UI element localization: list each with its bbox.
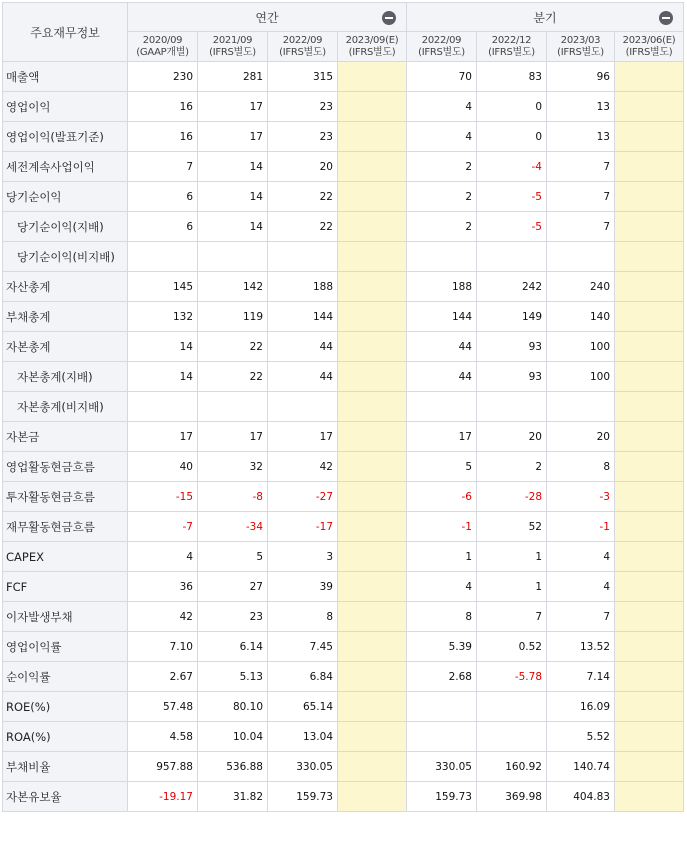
- period-header: [547, 32, 615, 62]
- table-cell: [477, 242, 547, 272]
- table-cell: 2.68: [407, 662, 477, 692]
- table-cell: [338, 662, 407, 692]
- table-cell: 44: [268, 362, 338, 392]
- table-cell: [615, 692, 684, 722]
- annual-group-header: [128, 3, 407, 32]
- table-cell: [338, 722, 407, 752]
- table-row: [3, 662, 684, 692]
- table-row: [3, 212, 684, 242]
- table-cell: -6: [407, 482, 477, 512]
- table-cell: 80.10: [198, 692, 268, 722]
- period-header: [615, 32, 684, 62]
- table-cell: [338, 242, 407, 272]
- table-cell: [198, 242, 268, 272]
- row-label: ROE(%): [3, 692, 128, 722]
- table-cell: [615, 272, 684, 302]
- table-cell: 6: [128, 182, 198, 212]
- period-date: 2022/09: [282, 34, 323, 46]
- table-cell: 17: [128, 422, 198, 452]
- row-label: 영업이익: [3, 92, 128, 122]
- row-label: CAPEX: [3, 542, 128, 572]
- table-row: [3, 62, 684, 92]
- table-cell: -3: [547, 482, 615, 512]
- table-cell: [338, 482, 407, 512]
- row-label: 매출액: [3, 62, 128, 92]
- period-basis: (IFRS별도): [348, 46, 396, 58]
- table-row: [3, 482, 684, 512]
- table-cell: -19.17: [128, 782, 198, 812]
- period-header: [268, 32, 338, 62]
- table-cell: 22: [198, 362, 268, 392]
- table-row: [3, 722, 684, 752]
- period-header: [198, 32, 268, 62]
- table-cell: 330.05: [407, 752, 477, 782]
- row-label: 영업이익률: [3, 632, 128, 662]
- table-cell: 242: [477, 272, 547, 302]
- table-cell: 27: [198, 572, 268, 602]
- table-cell: 0: [477, 122, 547, 152]
- table-cell: 13.04: [268, 722, 338, 752]
- period-basis: (IFRS별도): [418, 46, 465, 58]
- table-cell: 8: [547, 452, 615, 482]
- table-cell: 315: [268, 62, 338, 92]
- row-label: 당기순이익(비지배): [3, 242, 128, 272]
- table-cell: 52: [477, 512, 547, 542]
- table-cell: [128, 242, 198, 272]
- table-cell: 230: [128, 62, 198, 92]
- table-cell: 93: [477, 332, 547, 362]
- table-cell: -1: [547, 512, 615, 542]
- table-cell: -5.78: [477, 662, 547, 692]
- table-cell: [338, 602, 407, 632]
- table-cell: [338, 452, 407, 482]
- annual-label: 연간: [255, 10, 279, 25]
- table-cell: 44: [268, 332, 338, 362]
- table-cell: [615, 122, 684, 152]
- table-cell: [615, 392, 684, 422]
- table-cell: [338, 62, 407, 92]
- table-cell: 22: [268, 212, 338, 242]
- table-cell: [338, 362, 407, 392]
- table-cell: [268, 242, 338, 272]
- table-row: [3, 182, 684, 212]
- table-cell: 7.10: [128, 632, 198, 662]
- table-cell: [338, 272, 407, 302]
- table-cell: [407, 722, 477, 752]
- period-header: [477, 32, 547, 62]
- table-cell: 20: [477, 422, 547, 452]
- table-cell: 369.98: [477, 782, 547, 812]
- table-cell: [338, 392, 407, 422]
- table-cell: 4: [547, 572, 615, 602]
- table-cell: -28: [477, 482, 547, 512]
- table-cell: 10.04: [198, 722, 268, 752]
- table-cell: [615, 422, 684, 452]
- quarter-group-header: [407, 3, 684, 32]
- table-cell: 44: [407, 362, 477, 392]
- table-cell: 14: [128, 362, 198, 392]
- table-cell: 7.14: [547, 662, 615, 692]
- table-cell: 7: [547, 602, 615, 632]
- minus-circle-icon[interactable]: [382, 11, 396, 25]
- table-cell: 1: [477, 542, 547, 572]
- table-cell: [547, 242, 615, 272]
- table-row: [3, 542, 684, 572]
- table-cell: 17: [198, 122, 268, 152]
- period-date: 2022/12: [491, 34, 532, 46]
- table-cell: 144: [407, 302, 477, 332]
- table-cell: 4: [407, 572, 477, 602]
- table-cell: 13: [547, 122, 615, 152]
- quarter-label: 분기: [533, 10, 557, 25]
- table-cell: 44: [407, 332, 477, 362]
- table-cell: 0.52: [477, 632, 547, 662]
- table-cell: 188: [268, 272, 338, 302]
- table-cell: 957.88: [128, 752, 198, 782]
- table-cell: 6: [128, 212, 198, 242]
- row-label: 자본금: [3, 422, 128, 452]
- table-row: [3, 152, 684, 182]
- table-cell: [477, 692, 547, 722]
- table-cell: 70: [407, 62, 477, 92]
- table-cell: 17: [407, 422, 477, 452]
- row-label: 부채총계: [3, 302, 128, 332]
- table-row: [3, 422, 684, 452]
- table-cell: [615, 242, 684, 272]
- table-cell: 2: [407, 152, 477, 182]
- table-cell: 93: [477, 362, 547, 392]
- table-cell: 42: [268, 452, 338, 482]
- row-label: 당기순이익(지배): [3, 212, 128, 242]
- table-cell: 4: [407, 92, 477, 122]
- table-cell: 17: [198, 422, 268, 452]
- table-cell: 188: [407, 272, 477, 302]
- table-cell: [615, 332, 684, 362]
- table-cell: 5.13: [198, 662, 268, 692]
- table-cell: 16: [128, 92, 198, 122]
- table-cell: 330.05: [268, 752, 338, 782]
- table-cell: 281: [198, 62, 268, 92]
- table-cell: [268, 392, 338, 422]
- table-cell: [338, 572, 407, 602]
- period-header: [128, 32, 198, 62]
- table-row: [3, 362, 684, 392]
- table-cell: [407, 242, 477, 272]
- table-cell: 31.82: [198, 782, 268, 812]
- table-cell: [615, 362, 684, 392]
- table-cell: [338, 692, 407, 722]
- table-cell: 7.45: [268, 632, 338, 662]
- table-cell: 159.73: [407, 782, 477, 812]
- table-row: [3, 632, 684, 662]
- table-cell: [477, 722, 547, 752]
- table-cell: 536.88: [198, 752, 268, 782]
- table-cell: [338, 122, 407, 152]
- table-cell: -1: [407, 512, 477, 542]
- table-cell: 5: [407, 452, 477, 482]
- table-row: [3, 242, 684, 272]
- table-cell: [198, 392, 268, 422]
- table-cell: 2: [407, 182, 477, 212]
- table-cell: 4: [547, 542, 615, 572]
- period-date: 2023/06(E): [622, 34, 676, 46]
- table-row: [3, 392, 684, 422]
- table-cell: 14: [198, 152, 268, 182]
- row-label: 영업이익(발표기준): [3, 122, 128, 152]
- table-cell: [615, 452, 684, 482]
- table-cell: 14: [128, 332, 198, 362]
- row-label: 투자활동현금흐름: [3, 482, 128, 512]
- table-cell: [615, 482, 684, 512]
- table-cell: [615, 152, 684, 182]
- table-row: [3, 782, 684, 812]
- minus-circle-icon[interactable]: [659, 11, 673, 25]
- table-cell: [615, 542, 684, 572]
- table-cell: [338, 92, 407, 122]
- table-row: [3, 302, 684, 332]
- period-date: 2021/09: [212, 34, 253, 46]
- table-cell: [615, 212, 684, 242]
- table-cell: 142: [198, 272, 268, 302]
- table-cell: 6.84: [268, 662, 338, 692]
- table-cell: [338, 332, 407, 362]
- table-cell: 22: [198, 332, 268, 362]
- table-cell: [615, 632, 684, 662]
- table-cell: 36: [128, 572, 198, 602]
- table-cell: 100: [547, 332, 615, 362]
- table-cell: [338, 302, 407, 332]
- table-cell: 4.58: [128, 722, 198, 752]
- table-cell: 1: [407, 542, 477, 572]
- table-cell: 2: [477, 452, 547, 482]
- table-cell: 32: [198, 452, 268, 482]
- table-cell: 159.73: [268, 782, 338, 812]
- table-cell: 3: [268, 542, 338, 572]
- row-label: FCF: [3, 572, 128, 602]
- period-basis: (IFRS별도): [488, 46, 535, 58]
- table-cell: 14: [198, 212, 268, 242]
- period-header: [407, 32, 477, 62]
- table-cell: 17: [198, 92, 268, 122]
- table-title: 주요재무정보: [3, 3, 128, 62]
- table-cell: 8: [407, 602, 477, 632]
- table-cell: 6.14: [198, 632, 268, 662]
- table-cell: 1: [477, 572, 547, 602]
- table-cell: 42: [128, 602, 198, 632]
- table-cell: -34: [198, 512, 268, 542]
- table-cell: 140: [547, 302, 615, 332]
- table-cell: [615, 752, 684, 782]
- table-cell: [615, 782, 684, 812]
- table-cell: 240: [547, 272, 615, 302]
- table-cell: 5.52: [547, 722, 615, 752]
- table-cell: 40: [128, 452, 198, 482]
- table-cell: [338, 152, 407, 182]
- row-label: 세전계속사업이익: [3, 152, 128, 182]
- period-date: 2023/09(E): [345, 34, 399, 46]
- table-cell: [615, 182, 684, 212]
- table-cell: [407, 392, 477, 422]
- table-cell: [407, 692, 477, 722]
- table-cell: -5: [477, 182, 547, 212]
- period-date: 2022/09: [421, 34, 462, 46]
- table-cell: 57.48: [128, 692, 198, 722]
- table-cell: 7: [547, 182, 615, 212]
- table-cell: 65.14: [268, 692, 338, 722]
- table-row: [3, 332, 684, 362]
- table-cell: 132: [128, 302, 198, 332]
- table-cell: [338, 422, 407, 452]
- table-cell: -15: [128, 482, 198, 512]
- table-cell: 4: [407, 122, 477, 152]
- table-cell: 5: [198, 542, 268, 572]
- table-cell: 20: [268, 152, 338, 182]
- row-label: 부채비율: [3, 752, 128, 782]
- table-cell: -17: [268, 512, 338, 542]
- table-cell: [615, 722, 684, 752]
- period-date: 2023/03: [560, 34, 601, 46]
- table-cell: 96: [547, 62, 615, 92]
- table-cell: 2: [407, 212, 477, 242]
- table-cell: 145: [128, 272, 198, 302]
- table-cell: 16: [128, 122, 198, 152]
- period-basis: (IFRS별도): [279, 46, 326, 58]
- table-cell: [615, 512, 684, 542]
- table-row: [3, 692, 684, 722]
- period-basis: (IFRS별도): [209, 46, 256, 58]
- row-label: 자본총계: [3, 332, 128, 362]
- row-label: 자본유보율: [3, 782, 128, 812]
- table-row: [3, 512, 684, 542]
- row-label: 당기순이익: [3, 182, 128, 212]
- table-cell: 5.39: [407, 632, 477, 662]
- table-cell: [338, 542, 407, 572]
- table-cell: 17: [268, 422, 338, 452]
- table-cell: [338, 782, 407, 812]
- table-cell: 8: [268, 602, 338, 632]
- table-cell: [128, 392, 198, 422]
- table-cell: [338, 512, 407, 542]
- table-cell: -8: [198, 482, 268, 512]
- table-cell: [477, 392, 547, 422]
- table-cell: 22: [268, 182, 338, 212]
- table-cell: 13: [547, 92, 615, 122]
- table-cell: 140.74: [547, 752, 615, 782]
- table-cell: -4: [477, 152, 547, 182]
- table-cell: 83: [477, 62, 547, 92]
- table-cell: [338, 182, 407, 212]
- table-cell: 7: [128, 152, 198, 182]
- table-cell: 2.67: [128, 662, 198, 692]
- table-cell: -27: [268, 482, 338, 512]
- table-cell: 13.52: [547, 632, 615, 662]
- table-cell: [547, 392, 615, 422]
- table-cell: 23: [268, 122, 338, 152]
- table-cell: [338, 752, 407, 782]
- table-cell: [615, 602, 684, 632]
- table-cell: 119: [198, 302, 268, 332]
- table-cell: [615, 302, 684, 332]
- table-cell: [615, 662, 684, 692]
- table-cell: 14: [198, 182, 268, 212]
- table-cell: 20: [547, 422, 615, 452]
- table-cell: 0: [477, 92, 547, 122]
- table-row: [3, 122, 684, 152]
- table-cell: 39: [268, 572, 338, 602]
- table-cell: 149: [477, 302, 547, 332]
- table-cell: [615, 62, 684, 92]
- period-basis: (IFRS별도): [625, 46, 673, 58]
- row-label: 순이익률: [3, 662, 128, 692]
- table-cell: 160.92: [477, 752, 547, 782]
- table-row: [3, 92, 684, 122]
- financial-summary-table: [2, 2, 684, 812]
- period-header: [338, 32, 407, 62]
- row-label: 자산총계: [3, 272, 128, 302]
- table-cell: 4: [128, 542, 198, 572]
- table-cell: -7: [128, 512, 198, 542]
- period-basis: (GAAP개별): [136, 46, 189, 58]
- table-cell: 23: [268, 92, 338, 122]
- table-row: [3, 572, 684, 602]
- table-cell: [338, 212, 407, 242]
- table-row: [3, 452, 684, 482]
- row-label: 재무활동현금흐름: [3, 512, 128, 542]
- row-label: 이자발생부채: [3, 602, 128, 632]
- table-cell: 7: [547, 212, 615, 242]
- table-cell: 7: [477, 602, 547, 632]
- table-cell: 404.83: [547, 782, 615, 812]
- table-cell: 100: [547, 362, 615, 392]
- period-basis: (IFRS별도): [557, 46, 604, 58]
- row-label: 자본총계(비지배): [3, 392, 128, 422]
- table-cell: 144: [268, 302, 338, 332]
- row-label: 영업활동현금흐름: [3, 452, 128, 482]
- table-cell: 16.09: [547, 692, 615, 722]
- table-cell: -5: [477, 212, 547, 242]
- table-cell: 23: [198, 602, 268, 632]
- table-cell: [338, 632, 407, 662]
- table-row: [3, 602, 684, 632]
- table-row: [3, 752, 684, 782]
- table-cell: 7: [547, 152, 615, 182]
- row-label: ROA(%): [3, 722, 128, 752]
- table-cell: [615, 92, 684, 122]
- period-date: 2020/09: [142, 34, 183, 46]
- row-label: 자본총계(지배): [3, 362, 128, 392]
- table-row: [3, 272, 684, 302]
- table-cell: [615, 572, 684, 602]
